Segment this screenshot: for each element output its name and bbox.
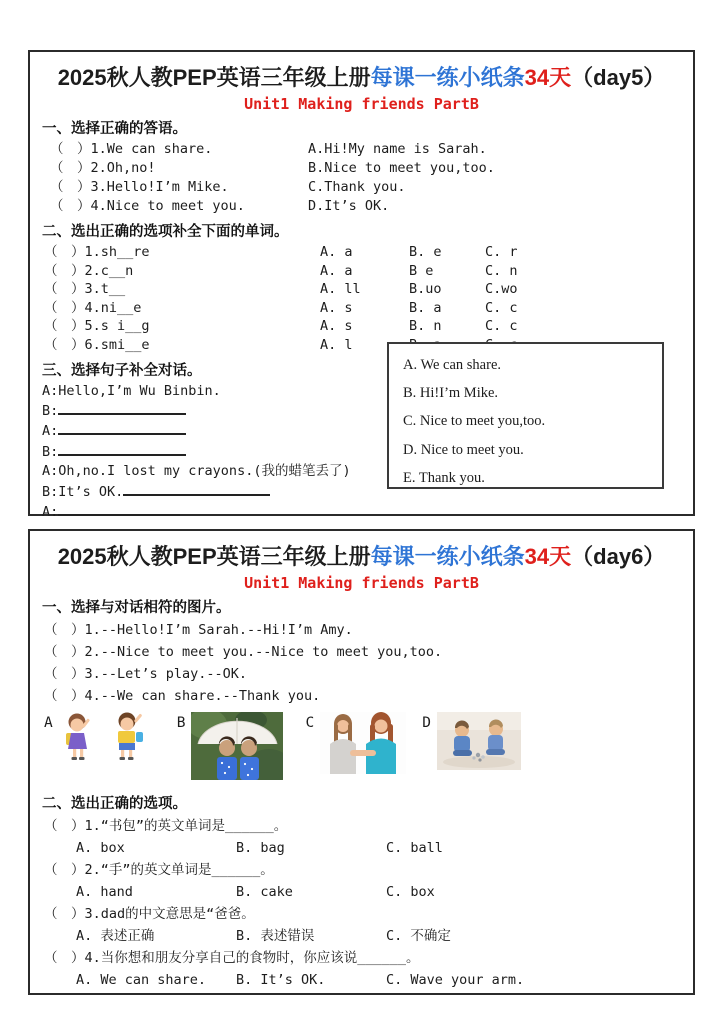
title-part-black1: 2025秋人教PEP英语三年级上册 bbox=[57, 544, 371, 569]
match-item bbox=[30, 140, 693, 159]
title-part-blue: 每课一练小纸条 bbox=[370, 65, 525, 90]
option-c: C.wo bbox=[485, 281, 518, 298]
match-left: （ ）4.Nice to meet you. bbox=[50, 198, 245, 214]
word-stem: （ ）2.c__n bbox=[44, 262, 134, 279]
word-item bbox=[30, 317, 693, 336]
dialogue-text: B:It’s OK. bbox=[42, 483, 124, 500]
section-1-heading: 一、选择正确的答语。 bbox=[42, 121, 187, 137]
answer-option: D. Nice to meet you. bbox=[403, 441, 524, 458]
match-right: C.Thank you. bbox=[308, 179, 406, 195]
option-c: C. Wave your arm. bbox=[386, 972, 525, 988]
match-item bbox=[30, 197, 693, 216]
page-title bbox=[30, 61, 693, 92]
option-b: B. a bbox=[409, 299, 442, 316]
option-b: B. bag bbox=[236, 840, 285, 856]
word-item bbox=[30, 280, 693, 299]
dialogue-match-item: （ ）1.--Hello!I’m Sarah.--Hi!I’m Amy. bbox=[44, 622, 353, 638]
answer-blank-line bbox=[58, 421, 186, 435]
option-a: A. a bbox=[320, 262, 353, 279]
dialogue-line bbox=[30, 502, 693, 522]
match-left: （ ）1.We can share. bbox=[50, 141, 213, 157]
picture-label-d: D bbox=[422, 715, 431, 731]
question-options bbox=[30, 837, 693, 859]
dialogue-text: A: bbox=[42, 423, 59, 440]
section-2-heading: 二、选出正确的选项。 bbox=[42, 796, 187, 812]
unit-subtitle: Unit1 Making friends PartB bbox=[244, 95, 479, 113]
section-2-heading: 二、选出正确的选项补全下面的单词。 bbox=[42, 224, 289, 240]
word-item bbox=[30, 262, 693, 281]
worksheet-card-day6 bbox=[28, 529, 695, 995]
picture-label-c: C bbox=[305, 715, 315, 731]
word-stem: （ ）5.s i__g bbox=[44, 318, 150, 335]
answer-option: A. We can share. bbox=[403, 357, 502, 373]
option-c: C. c bbox=[485, 318, 518, 335]
option-c: C. c bbox=[485, 299, 518, 316]
option-b: B e bbox=[409, 262, 434, 279]
picture-d-kids-playing-photo bbox=[437, 712, 521, 774]
option-b: B. It’s OK. bbox=[236, 972, 326, 988]
option-c: C. ball bbox=[386, 840, 443, 856]
word-item bbox=[30, 243, 693, 262]
option-c: C. r bbox=[485, 244, 518, 260]
option-c: C. box bbox=[386, 884, 435, 900]
word-stem: （ ）1.sh__re bbox=[44, 244, 150, 260]
dialogue-match-item: （ ）4.--We can share.--Thank you. bbox=[44, 688, 321, 704]
option-a: A. s bbox=[320, 299, 353, 316]
option-c: C. n bbox=[485, 262, 518, 279]
title-part-red: 34天 bbox=[524, 544, 572, 569]
option-a: A. We can share. bbox=[76, 972, 207, 988]
word-stem: （ ）4.ni__e bbox=[44, 299, 142, 316]
answer-option: C. Nice to meet you,too. bbox=[403, 413, 546, 430]
match-item bbox=[30, 159, 693, 178]
option-c: C. 不确定 bbox=[386, 928, 451, 944]
option-b: B. e bbox=[409, 244, 442, 260]
title-part-black1: 2025秋人教PEP英语三年级上册 bbox=[57, 65, 371, 90]
unit-subtitle: Unit1 Making friends PartB bbox=[244, 574, 479, 592]
section-1-heading: 一、选择与对话相符的图片。 bbox=[42, 600, 231, 616]
option-b: B. n bbox=[409, 318, 442, 335]
option-a: A. ll bbox=[320, 281, 361, 298]
word-stem: （ ）3.t__ bbox=[44, 281, 126, 298]
page-title bbox=[30, 540, 693, 571]
title-part-blue: 每课一练小纸条 bbox=[370, 544, 525, 569]
match-item bbox=[30, 178, 693, 197]
picture-b-umbrella-girls-photo bbox=[191, 712, 283, 784]
answer-option: E. Thank you. bbox=[403, 469, 485, 486]
dialogue-match-item: （ ）2.--Nice to meet you.--Nice to meet you,too. bbox=[44, 644, 443, 660]
option-a: A. hand bbox=[76, 884, 133, 900]
match-right: A.Hi!My name is Sarah. bbox=[308, 141, 487, 157]
question-options bbox=[30, 969, 693, 991]
picture-label-b: B bbox=[176, 715, 186, 731]
option-a: A. 表述正确 bbox=[76, 928, 155, 944]
answer-blank-line bbox=[58, 401, 186, 415]
option-a: A. box bbox=[76, 840, 125, 856]
question-stem: （ ）2.“手”的英文单词是______。 bbox=[44, 862, 274, 878]
question-stem: （ ）4.当你想和朋友分享自己的食物时，你应该说______。 bbox=[44, 950, 420, 966]
answer-blank-line bbox=[58, 442, 186, 456]
dialogue-text: A: bbox=[42, 504, 59, 520]
dialogue-text: B: bbox=[42, 402, 59, 419]
answer-option: B. Hi!I’m Mike. bbox=[403, 385, 499, 402]
title-part-day: （day5） bbox=[571, 65, 666, 90]
match-right: B.Nice to meet you,too. bbox=[308, 160, 495, 176]
section-3-heading: 三、选择句子补全对话。 bbox=[42, 362, 202, 379]
picture-label-a: A bbox=[44, 715, 53, 731]
match-left: （ ）2.Oh,no! bbox=[50, 160, 156, 176]
word-stem: （ ）6.smi__e bbox=[44, 336, 150, 353]
picture-c-handshake-photo bbox=[320, 712, 406, 778]
dialogue-match-item: （ ）3.--Let’s play.--OK. bbox=[44, 666, 248, 682]
dialogue-text: A:Oh,no.I lost my crayons.(我的蜡笔丢了) bbox=[42, 463, 351, 480]
question-stem: （ ）3.dad的中文意思是“爸爸。 bbox=[44, 906, 255, 922]
answer-blank-line bbox=[58, 502, 180, 516]
option-a: A. s bbox=[320, 318, 353, 335]
dialogue-text: A:Hello,I’m Wu Binbin. bbox=[42, 382, 221, 399]
title-part-day: （day6） bbox=[571, 544, 666, 569]
question-stem: （ ）1.“书包”的英文单词是______。 bbox=[44, 818, 288, 834]
answer-options-box bbox=[387, 342, 664, 489]
question-options bbox=[30, 925, 693, 947]
option-a: A. a bbox=[320, 244, 353, 260]
match-right: D.It’s OK. bbox=[308, 198, 390, 214]
picture-a-waving-kids-illustration bbox=[59, 712, 159, 772]
option-a: A. l bbox=[320, 336, 353, 353]
word-item bbox=[30, 299, 693, 318]
picture-options-row bbox=[30, 712, 693, 788]
option-b: B. cake bbox=[236, 884, 293, 900]
option-b: B. 表述错误 bbox=[236, 928, 315, 944]
match-left: （ ）3.Hello!I’m Mike. bbox=[50, 179, 229, 195]
question-options bbox=[30, 881, 693, 903]
worksheet-card-day5 bbox=[28, 50, 695, 520]
title-part-red: 34天 bbox=[524, 65, 572, 90]
option-b: B.uo bbox=[409, 281, 442, 298]
answer-blank-line bbox=[123, 482, 270, 496]
dialogue-text: B: bbox=[42, 443, 59, 460]
